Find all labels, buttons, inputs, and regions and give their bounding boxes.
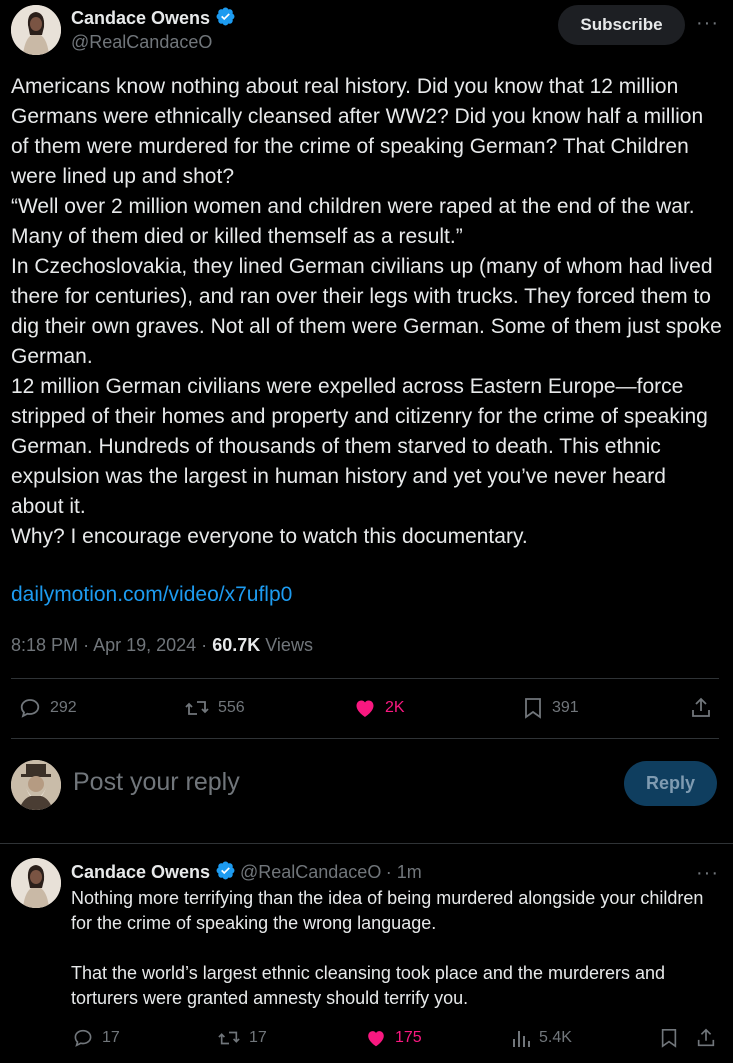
reply-share-button[interactable] [695,1027,717,1049]
tweet-time[interactable]: 8:18 PM [11,635,79,655]
reply-repost-action[interactable] [217,1027,267,1049]
tweet-text [11,72,728,552]
repost-count: 556 [218,699,245,716]
meta-separator: · [83,635,90,655]
current-user-avatar[interactable] [11,760,61,810]
reply-reply-count: 17 [102,1029,120,1046]
bookmark-count: 391 [552,699,579,716]
reply-paragraph: That the world’s largest ethnic cleansing took place and the murderers and torturers were granted amnesty should terrify you. [71,963,666,1008]
reply-author-handle[interactable]: @RealCandaceO [239,862,382,882]
tweet-paragraph: In Czechoslovakia, they lined German civilians up (many of whom had lived there for centuries), and ran over their legs with trucks. They forced them to dig their own graves. Not all of them were German. Some of them just spoke German. [11,255,728,368]
repost-icon [217,1027,241,1049]
avatar-image-icon [11,5,61,55]
author-name[interactable]: Candace Owens [71,8,211,28]
tweet-paragraph: Americans know nothing about real history. Did you know that 12 million Germans were ethnically cleansed after WW2? Did you know half a million of them were murdered for the crime of speaking German? That Children were lined up and shot? [11,75,709,188]
reply-input[interactable]: Post your reply [73,768,240,796]
divider [11,678,719,679]
reply-count: 292 [50,699,77,716]
verified-badge-icon [215,6,236,32]
more-options-icon[interactable]: ··· [696,12,719,34]
author-name-row[interactable] [71,6,236,32]
divider [0,843,733,844]
share-icon [695,1027,717,1049]
user-avatar-image-icon [11,760,61,810]
like-count: 2K [385,699,405,716]
analytics-icon [511,1027,531,1049]
bookmark-action[interactable] [522,696,579,720]
tweet-paragraph: “Well over 2 million women and children were raped at the end of the war. Many of them died or killed themself as a result.” [11,195,701,248]
avatar-image-icon [11,858,61,908]
bookmark-icon [522,696,544,720]
reply-text [71,886,721,1011]
tweet-link[interactable]: dailymotion.com/video/x7uflp0 [11,583,293,606]
meta-separator: · [201,635,208,655]
reply-repost-count: 17 [249,1029,267,1046]
tweet-meta [11,635,313,656]
heart-filled-icon [353,696,377,720]
reply-time-ago[interactable]: · 1m [385,862,422,882]
reply-icon [18,696,42,720]
like-action[interactable] [353,696,405,720]
tweet-date[interactable]: Apr 19, 2024 [93,635,197,655]
repost-action[interactable] [184,696,245,720]
reply-header [71,860,422,886]
reply-action[interactable] [18,696,77,720]
verified-badge-icon [215,860,236,886]
divider [11,738,719,739]
reply-bookmark-action[interactable] [659,1027,679,1049]
reply-like-action[interactable] [365,1027,422,1049]
reply-icon [72,1027,94,1049]
reply-button[interactable]: Reply [624,761,717,806]
reply-views-count: 5.4K [539,1029,572,1046]
share-icon [689,696,713,720]
views-count: 60.7K [212,635,261,655]
author-avatar[interactable] [11,5,61,55]
tweet-paragraph: 12 million German civilians were expelled across Eastern Europe—force stripped of their homes and property and citizenry for the crime of speaking German. Hundreds of thousands of them starved to death. This ethnic expulsion was the largest in human history and yet you’ve never heard about it. [11,375,714,518]
share-button[interactable] [689,696,713,720]
views-label: Views [265,635,313,655]
reply-views-action[interactable] [511,1027,572,1049]
reply-reply-action[interactable] [72,1027,120,1049]
bookmark-icon [659,1027,679,1049]
subscribe-button[interactable]: Subscribe [558,5,685,45]
reply-like-count: 175 [395,1029,422,1046]
repost-icon [184,696,210,720]
reply-paragraph: Nothing more terrifying than the idea of being murdered alongside your children for the crime of speaking the wrong language. [71,888,704,933]
reply-author-avatar[interactable] [11,858,61,908]
heart-filled-icon [365,1027,387,1049]
author-handle[interactable]: @RealCandaceO [71,32,213,52]
reply-more-options-icon[interactable]: ··· [696,862,719,884]
tweet-paragraph: Why? I encourage everyone to watch this documentary. [11,525,528,548]
reply-author-name[interactable]: Candace Owens [71,862,211,882]
